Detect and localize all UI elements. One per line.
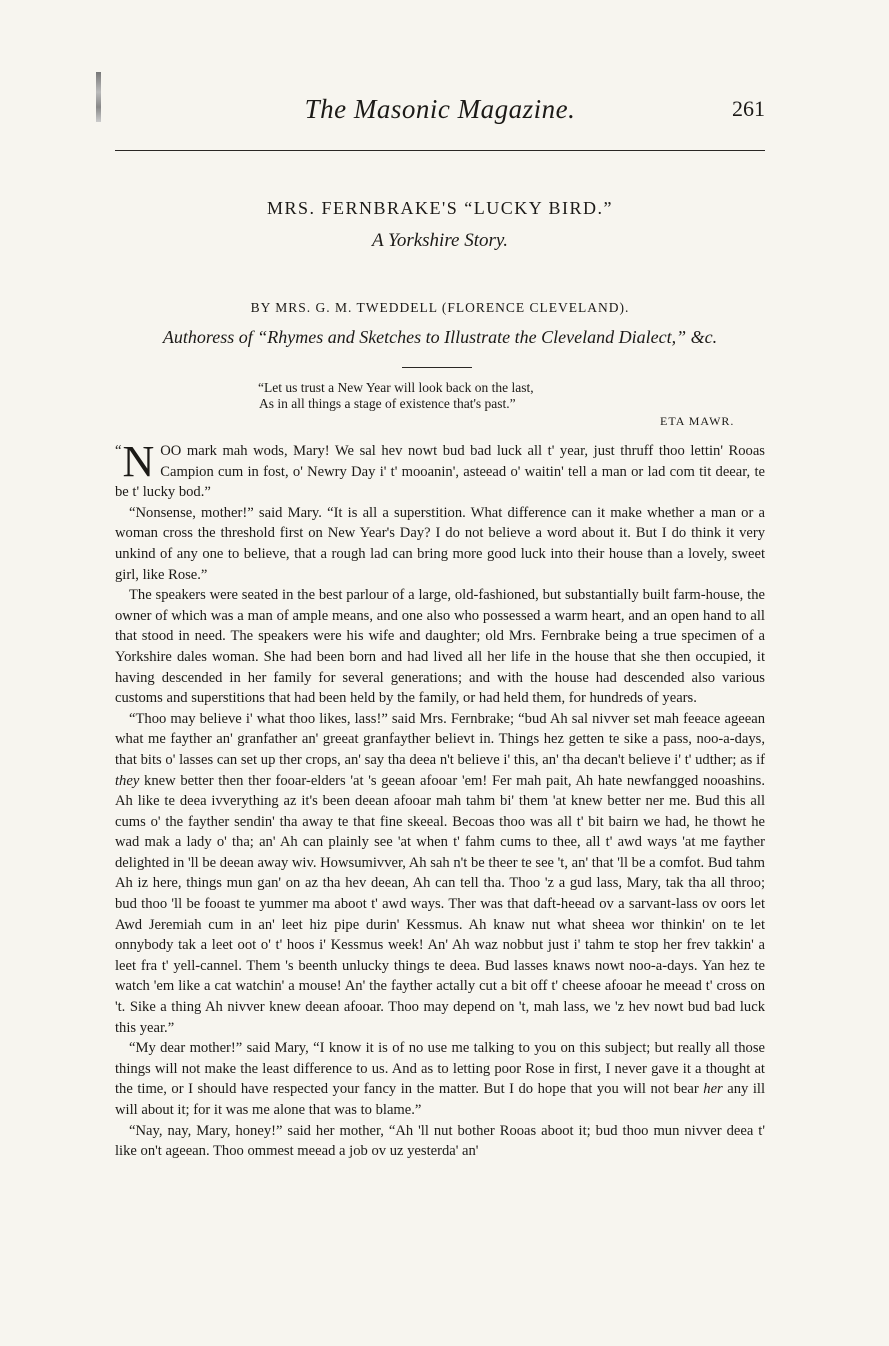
article-subtitle: A Yorkshire Story.: [371, 230, 508, 251]
header-rule: [115, 150, 765, 151]
epigraph: [258, 380, 758, 412]
article-title: MRS. FERNBRAKE'S “LUCKY BIRD.”: [266, 198, 614, 218]
epigraph-line: “Let us trust a New Year will look back on the last,: [258, 380, 534, 395]
paragraph: “Nay, nay, Mary, honey!” said her mother, “Ah 'll nut bother Rooas aboot it; bud thoo mun nivver deea t' like on't ageean. Thoo ommest meead a job ov uz yesterda' an': [115, 1122, 765, 1160]
paragraph-text: “My dear mother!” said Mary, “I know it is of no use me talking to you on this subject; but really all those things will not make the least difference to us. And as to letting poor Rose in first, I never gave it a thought at the time, or I should have respected your fancy in the matter. But I do hope that you will not bear: [115, 1040, 765, 1098]
emphasis: they: [115, 772, 140, 789]
author-credit: Authoress of “Rhymes and Sketches to Illustrate the Cleveland Dialect,” &c.: [162, 327, 718, 347]
binding-edge-mark: [96, 72, 101, 122]
byline: BY MRS. G. M. TWEDDELL (FLORENCE CLEVELAND).: [250, 300, 630, 315]
paragraph-text: knew better then ther fooar-elders 'at 's geean afooar 'em! Fer mah pait, Ah hate newfangged nooashins. Ah like te deea ivverything az it's been deean afooar mah tahm bi' them 'at knew better ner me. Bud this all cums o' the fayther sendin' tha away te that fine skeeal. Becoas thoo was all t' bit bairn we had, he thowt he wad mak a lady o' tha; an' Ah can plainly see 'at when t' fahm cums to thee, all t' awd ways 'at me fayther delighted in 'll be deean away wiv. Howsumivver, Ah sah n't be theer te see 't, an' that 'll be a comfot. Bud tahm Ah iz here, things mun gan' on az tha hev deean, Ah can tell tha. Thoo 'z a gud lass, Mary, tak tha all throo; bud thoo 'll be fooast te yummer ma aboot t' awd ways. Ther was that daft-heead ov a sarvant-lass ov oors let Awd Jeremiah cum in an' leet hiz pipe durin' Kessmus. Ah knaw nut what sheea wor thinkin' on te let onnybody tak a leet oot o' t' hoos i' Kessmus week! An' Ah waz nobbut just i' tahm te stop her frev takkin' a leet fra t' yell-cannel. Them 's beenth unlucky things te deea. Bud lasses knaws nowt noo-a-days. Yan hez te watch 'em like a cat watchin' a mouse! An' the fayther actally cut a bit off t' cheese afooar he meead t' cross on 't. Sike a thing Ah nivver knew deean afooar. Thoo may depend on 't, mah lass, we 'z hev nowt bud bad luck this year.”: [115, 772, 765, 1036]
open-quote: “: [115, 443, 122, 459]
emphasis: her: [703, 1081, 723, 1098]
epigraph-attribution: ETA MAWR.: [660, 414, 735, 428]
page-number: 261: [732, 96, 765, 121]
paragraph: The speakers were seated in the best parlour of a large, old-fashioned, but substantially built farm-house, the owner of which was a man of ample means, and one also who possessed a warm heart, and an open hand to all that stood in need. The speakers were his wife and daughter; old Mrs. Fernbrake being a true specimen of a Yorkshire dales woman. She had been born and had lived all her life in the house that she then occupied, it having descended in her family for several generations; and with the house had descended also various customs and superstitions that had been held by the family, or had held them, for hundreds of years.: [115, 587, 765, 707]
paragraph: [115, 709, 765, 1039]
running-head: [115, 92, 765, 132]
paragraph-text: any ill will about it; for it was me alone that was to blame.”: [115, 1081, 765, 1118]
article-body: [115, 437, 765, 1162]
section-rule: [402, 367, 472, 368]
paragraph-text: OO mark mah wods, Mary! We sal hev nowt bud bad luck all t' year, just thruff thoo lettin' Rooas Campion cum in fost, o' Newry Day i' t' mooanin', asteead o' waitin' tell a man or lad com tit deear, te be t' lucky bod.”: [115, 443, 765, 501]
paragraph: [115, 437, 765, 503]
paragraph-text: “Thoo may believe i' what thoo likes, lass!” said Mrs. Fernbrake; “bud Ah sal nivver set mah feeace ageean what me fayther an' granfather an' greeat granfayther believt in. Things hez getten te sike a pass, noo-a-days, that bits o' lasses can set up ther crops, an' say tha deea n't believe i' this, an' tha decan't believe i' t' udther; as if: [115, 710, 765, 768]
paragraph: [115, 1038, 765, 1120]
drop-cap: N: [122, 437, 155, 486]
paragraph: “Nonsense, mother!” said Mary. “It is all a superstition. What difference can it make whether a man or a woman cross the threshold first on New Year's Day? I do not believe a word about it. But I do think it very unkind of any one to believe, that a rough lad can bring more good luck into their house than a lovely, sweet girl, like Rose.”: [115, 504, 765, 583]
running-title: The Masonic Magazine.: [304, 94, 576, 124]
epigraph-line: As in all things a stage of existence that's past.”: [259, 396, 516, 411]
